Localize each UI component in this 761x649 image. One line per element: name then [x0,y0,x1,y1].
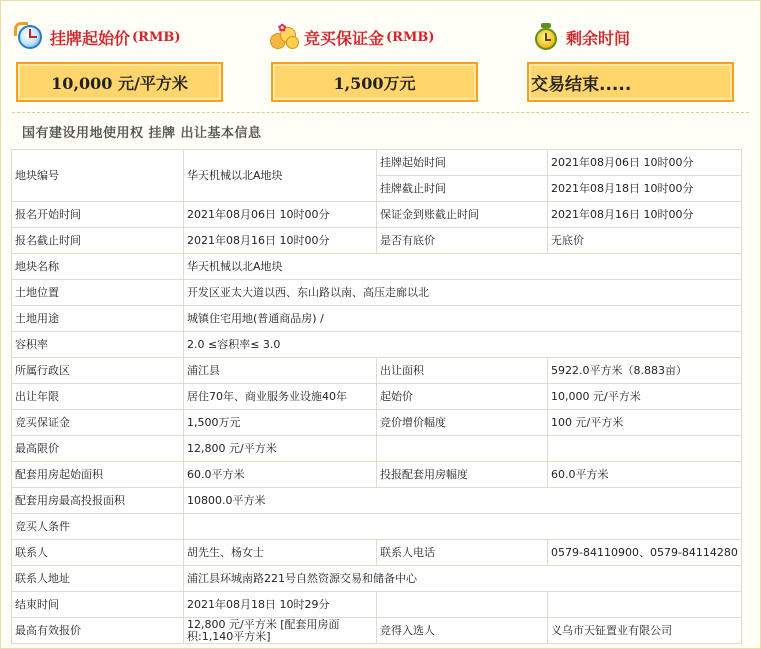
winner-label: 竞得入选人 [377,618,548,644]
registration-end-label: 报名截止时间 [12,228,184,254]
registration-start-label: 报名开始时间 [12,202,184,228]
table-row [12,332,742,358]
land-location-label: 土地位置 [12,280,184,306]
contact-phone-label: 联系人电话 [377,540,548,566]
table-row [12,488,742,514]
housing-start-area-value: 60.0平方米 [184,462,377,488]
reserve-price-value: 无底价 [548,228,742,254]
table-row [12,436,742,462]
start-price-heading [16,22,181,52]
remaining-time-heading [532,22,630,52]
housing-start-area-label: 配套用房起始面积 [12,462,184,488]
housing-increment-label: 投报配套用房幅度 [377,462,548,488]
parcel-no-value: 华天机械以北A地块 [184,150,377,202]
deposit-heading [270,22,435,52]
district-label: 所属行政区 [12,358,184,384]
highest-bid-value: 12,800 元/平方米 [配套用房面积:1,140平方米] [184,618,377,644]
table-row [12,254,742,280]
deposit-label: 竞买保证金 [12,410,184,436]
contact-value: 胡先生、杨女士 [184,540,377,566]
deposit-value: 1,500万元 [333,73,416,93]
table-row [12,228,742,254]
table-row [12,540,742,566]
empty-value [548,592,742,618]
contact-address-label: 联系人地址 [12,566,184,592]
start-price-value-box [16,62,223,102]
empty-value [548,436,742,462]
coins-icon: ✿ [270,23,298,51]
bidder-conditions-value [184,514,742,540]
highest-bid-label: 最高有效报价 [12,618,184,644]
start-price-label: 起始价 [377,384,548,410]
remaining-time-value: 交易结束..... [531,74,632,95]
land-location-value: 开发区亚太大道以西、东山路以南、高压走廊以北 [184,280,742,306]
parcel-no-label: 地块编号 [12,150,184,202]
start-price-unit: (RMB) [132,29,181,45]
start-price-cell: 10,000 元/平方米 [548,384,742,410]
empty-label [377,436,548,462]
listing-end-value: 2021年08月18日 10时00分 [548,176,742,202]
parcel-name-value: 华天机械以北A地块 [184,254,742,280]
deposit-deadline-label: 保证金到账截止时间 [377,202,548,228]
contact-address-value: 浦江县环城南路221号自然资源交易和储备中心 [184,566,742,592]
table-row [12,202,742,228]
bid-increment-label: 竞价增价幅度 [377,410,548,436]
timer-icon [532,23,560,51]
clock-icon [16,23,44,51]
table-row [12,592,742,618]
bidder-conditions-label: 竞买人条件 [12,514,184,540]
table-row [12,410,742,436]
start-price-value: 10,000 元/平方米 [51,73,188,93]
winner-value: 义乌市天钲置业有限公司 [548,618,742,644]
land-use-value: 城镇住宅用地(普通商品房) / [184,306,742,332]
table-row [12,566,742,592]
area-label: 出让面积 [377,358,548,384]
section-title: 国有建设用地使用权 挂牌 出让基本信息 [22,126,262,141]
housing-max-area-label: 配套用房最高投报面积 [12,488,184,514]
remaining-time-value-box [527,62,734,102]
table-row [12,618,742,644]
section-divider [12,112,749,113]
table-row [12,384,742,410]
deposit-value-box [271,62,478,102]
deposit-deadline-value: 2021年08月16日 10时00分 [548,202,742,228]
table-row [12,514,742,540]
registration-start-value: 2021年08月06日 10时00分 [184,202,377,228]
deposit-unit: (RMB) [386,29,435,45]
listing-end-label: 挂牌截止时间 [377,176,548,202]
land-use-label: 土地用途 [12,306,184,332]
listing-start-value: 2021年08月06日 10时00分 [548,150,742,176]
table-row [12,358,742,384]
plot-ratio-label: 容积率 [12,332,184,358]
deposit-title: 竞买保证金 [304,28,385,48]
table-row [12,280,742,306]
end-time-label: 结束时间 [12,592,184,618]
term-value: 居住70年、商业服务业设施40年 [184,384,377,410]
max-price-value: 12,800 元/平方米 [184,436,377,462]
contact-label: 联系人 [12,540,184,566]
start-price-title: 挂牌起始价 [50,28,131,48]
land-info-table [11,149,742,644]
housing-max-area-value: 10800.0平方米 [184,488,742,514]
area-value: 5922.0平方米（8.883亩） [548,358,742,384]
auction-summary [0,0,761,110]
deposit-cell: 1,500万元 [184,410,377,436]
max-price-label: 最高限价 [12,436,184,462]
district-value: 浦江县 [184,358,377,384]
table-row [12,462,742,488]
table-row [12,306,742,332]
plot-ratio-value: 2.0 ≤容积率≤ 3.0 [184,332,742,358]
empty-label [377,592,548,618]
reserve-price-label: 是否有底价 [377,228,548,254]
parcel-name-label: 地块名称 [12,254,184,280]
table-row [12,150,742,176]
bid-increment-value: 100 元/平方米 [548,410,742,436]
registration-end-value: 2021年08月16日 10时00分 [184,228,377,254]
end-time-value: 2021年08月18日 10时29分 [184,592,377,618]
term-label: 出让年限 [12,384,184,410]
remaining-time-title: 剩余时间 [566,28,631,48]
contact-phone-value: 0579-84110900、0579-84114280 [548,540,742,566]
listing-start-label: 挂牌起始时间 [377,150,548,176]
housing-increment-value: 60.0平方米 [548,462,742,488]
